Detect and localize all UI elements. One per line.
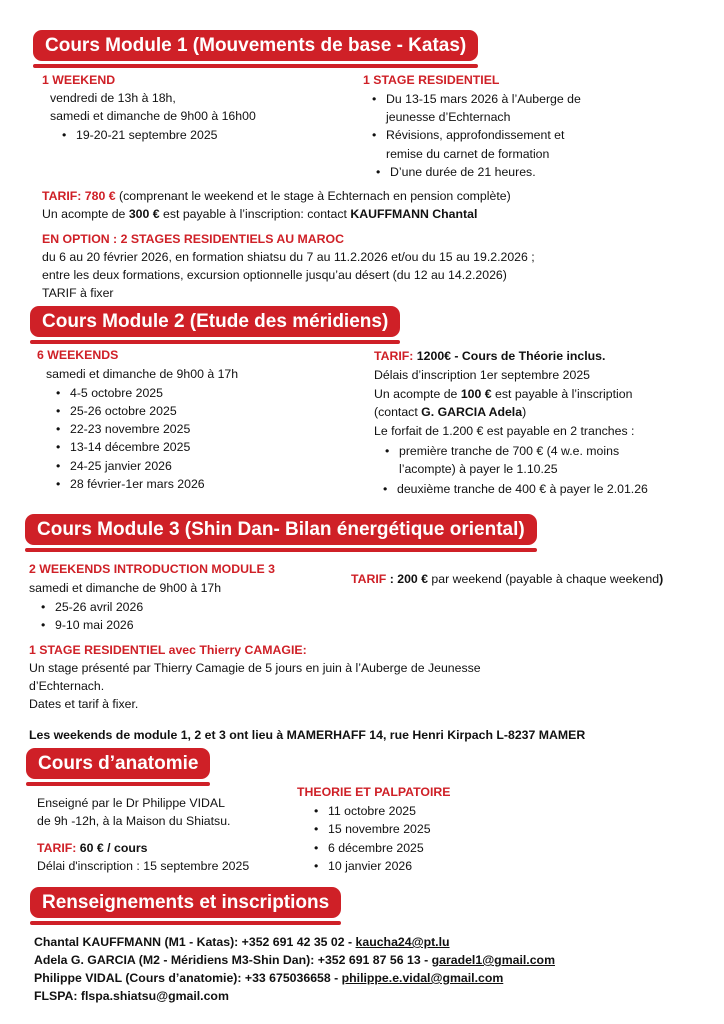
m1-option-line: entre les deux formations, excursion optionnelle jusqu’au désert (du 12 au 14.2.2026) <box>42 268 507 282</box>
m2-date: • 4-5 octobre 2025 <box>70 385 163 401</box>
m2-acompte-text: est payable à l’inscription <box>491 387 633 401</box>
anat-date: • 11 octobre 2025 <box>328 803 416 819</box>
m2-tranche: • première tranche de 700 € (4 w.e. moins <box>399 443 619 459</box>
m1-weekend-line: vendredi de 13h à 18h, <box>50 91 176 105</box>
m2-weekends-label: 6 WEEKENDS <box>37 348 119 362</box>
contact-garcia <box>34 952 555 968</box>
m2-contact-name: G. GARCIA Adela <box>421 405 523 419</box>
contact-kauffmann <box>34 934 450 950</box>
m2-date: • 28 février-1er mars 2026 <box>70 476 205 492</box>
m1-weekend-date: • 19-20-21 septembre 2025 <box>76 127 218 143</box>
m1-acompte-text: Un acompte de <box>42 207 129 221</box>
m3-stage-label: 1 STAGE RESIDENTIEL avec Thierry CAMAGIE: <box>29 643 307 657</box>
email-link[interactable]: garadel1@gmail.com <box>431 953 555 967</box>
m3-stage-line: Un stage présenté par Thierry Camagie de 5 jours en juin à l’Auberge de Jeunesse <box>29 661 481 675</box>
m2-tarif-label: TARIF: <box>374 349 414 363</box>
contact-text: Philippe VIDAL (Cours d’anatomie): +33 675036658 - <box>34 971 342 985</box>
contacts-header <box>30 887 341 918</box>
header-underline <box>30 340 400 344</box>
m2-weekends-sub: samedi et dimanche de 9h00 à 17h <box>46 367 239 381</box>
m2-acompte-text: Un acompte de <box>374 387 461 401</box>
m2-tarif-value: 1200€ - Cours de Théorie inclus. <box>413 349 606 363</box>
m1-stage-label: 1 STAGE RESIDENTIEL <box>363 73 500 87</box>
m2-tranche: l’acompte) à payer le 1.10.25 <box>399 462 558 476</box>
m3-tarif-label: TARIF <box>351 572 387 586</box>
m2-tranche: • deuxième tranche de 400 € à payer le 2.01.26 <box>397 481 648 497</box>
m3-tarif-text: par weekend (payable à chaque weekend <box>428 572 660 586</box>
m2-delai: Délais d’inscription 1er septembre 2025 <box>374 368 590 382</box>
module1-header <box>33 30 478 61</box>
header-underline <box>30 921 341 925</box>
m1-acompte <box>42 206 477 222</box>
contact-vidal <box>34 970 503 986</box>
m1-tarif <box>42 188 511 204</box>
module2-header <box>30 306 400 337</box>
m3-tarif-amount: : 200 € <box>386 572 428 586</box>
m1-stage-item: jeunesse d’Echternach <box>386 110 511 124</box>
m1-acompte-contact: KAUFFMANN Chantal <box>350 207 478 221</box>
m2-date: • 22-23 novembre 2025 <box>70 421 190 437</box>
header-underline <box>26 782 210 786</box>
m1-option-line: du 6 au 20 février 2026, en formation shiatsu du 7 au 11.2.2026 et/ou du 15 au 19.2.2026 ; <box>42 250 535 264</box>
header-underline <box>33 64 478 68</box>
anat-line: Enseigné par le Dr Philippe VIDAL <box>37 796 225 810</box>
m2-tarif <box>374 348 605 364</box>
anat-tarif-value: 60 € / cours <box>76 841 148 855</box>
anat-tarif-label: TARIF: <box>37 841 77 855</box>
module3-header <box>25 514 537 545</box>
m2-date: • 25-26 octobre 2025 <box>70 403 177 419</box>
email-link[interactable]: philippe.e.vidal@gmail.com <box>341 971 504 985</box>
anatomie-header <box>26 748 210 779</box>
m3-stage-line: Dates et tarif à fixer. <box>29 697 139 711</box>
m1-acompte-amount: 300 € <box>128 207 160 221</box>
contacts-title: Renseignements et inscriptions <box>42 892 330 913</box>
module3-title: Cours Module 3 (Shin Dan- Bilan énergétique oriental) <box>37 519 525 540</box>
m1-weekend-line: samedi et dimanche de 9h00 à 16h00 <box>50 109 256 123</box>
email-link[interactable]: kaucha24@pt.lu <box>355 935 450 949</box>
anat-delai: Délai d'inscription : 15 septembre 2025 <box>37 859 250 873</box>
m3-date: • 9-10 mai 2026 <box>55 617 134 633</box>
module1-title: Cours Module 1 (Mouvements de base - Katas) <box>45 35 467 56</box>
anat-date: • 15 novembre 2025 <box>328 821 431 837</box>
anat-line: de 9h -12h, à la Maison du Shiatsu. <box>37 814 231 828</box>
location-note: Les weekends de module 1, 2 et 3 ont lieu à MAMERHAFF 14, rue Henri Kirpach L-8237 MAMER <box>29 728 586 742</box>
header-underline <box>25 548 537 552</box>
m1-tarif-text: (comprenant le weekend et le stage à Echternach en pension complète) <box>115 189 511 203</box>
m2-date: • 24-25 janvier 2026 <box>70 458 172 474</box>
contact-flspa: FLSPA: flspa.shiatsu@gmail.com <box>34 989 229 1003</box>
m2-acompte <box>374 386 632 402</box>
anat-date: • 6 décembre 2025 <box>328 840 424 856</box>
m2-forfait: Le forfait de 1.200 € est payable en 2 tranches : <box>374 424 635 438</box>
m1-weekend-label: 1 WEEKEND <box>42 73 116 87</box>
m2-date: • 13-14 décembre 2025 <box>70 439 190 455</box>
m1-stage-item: remise du carnet de formation <box>386 147 550 161</box>
anatomie-title: Cours d’anatomie <box>38 753 199 774</box>
m2-contact-text: (contact <box>374 405 422 419</box>
m3-tarif <box>351 571 663 587</box>
m1-tarif-label: TARIF: 780 € <box>42 189 116 203</box>
m1-option-line: TARIF à fixer <box>42 286 114 300</box>
m3-date: • 25-26 avril 2026 <box>55 599 143 615</box>
m1-acompte-text: est payable à l’inscription: contact <box>159 207 351 221</box>
m1-stage-item: • D’une durée de 21 heures. <box>390 164 536 180</box>
m1-stage-item: • Du 13-15 mars 2026 à l’Auberge de <box>386 91 581 107</box>
m3-intro-sub: samedi et dimanche de 9h00 à 17h <box>29 581 222 595</box>
anat-theorie-label: THEORIE ET PALPATOIRE <box>297 785 451 799</box>
m1-option-label: EN OPTION : 2 STAGES RESIDENTIELS AU MAROC <box>42 232 344 246</box>
m3-stage-line: d’Echternach. <box>29 679 105 693</box>
contact-text: Chantal KAUFFMANN (M1 - Katas): +352 691 42 35 02 - <box>34 935 356 949</box>
anat-tarif <box>37 840 147 856</box>
module2-title: Cours Module 2 (Etude des méridiens) <box>42 311 389 332</box>
contact-text: Adela G. GARCIA (M2 - Méridiens M3-Shin Dan): +352 691 87 56 13 - <box>34 953 432 967</box>
anat-date: • 10 janvier 2026 <box>328 858 412 874</box>
m2-contact <box>374 404 526 420</box>
m3-intro-label: 2 WEEKENDS INTRODUCTION MODULE 3 <box>29 562 275 576</box>
m2-contact-text: ) <box>522 405 527 419</box>
m3-tarif-text: ) <box>659 572 664 586</box>
m2-acompte-amount: 100 € <box>460 387 492 401</box>
m1-stage-item: • Révisions, approfondissement et <box>386 127 564 143</box>
